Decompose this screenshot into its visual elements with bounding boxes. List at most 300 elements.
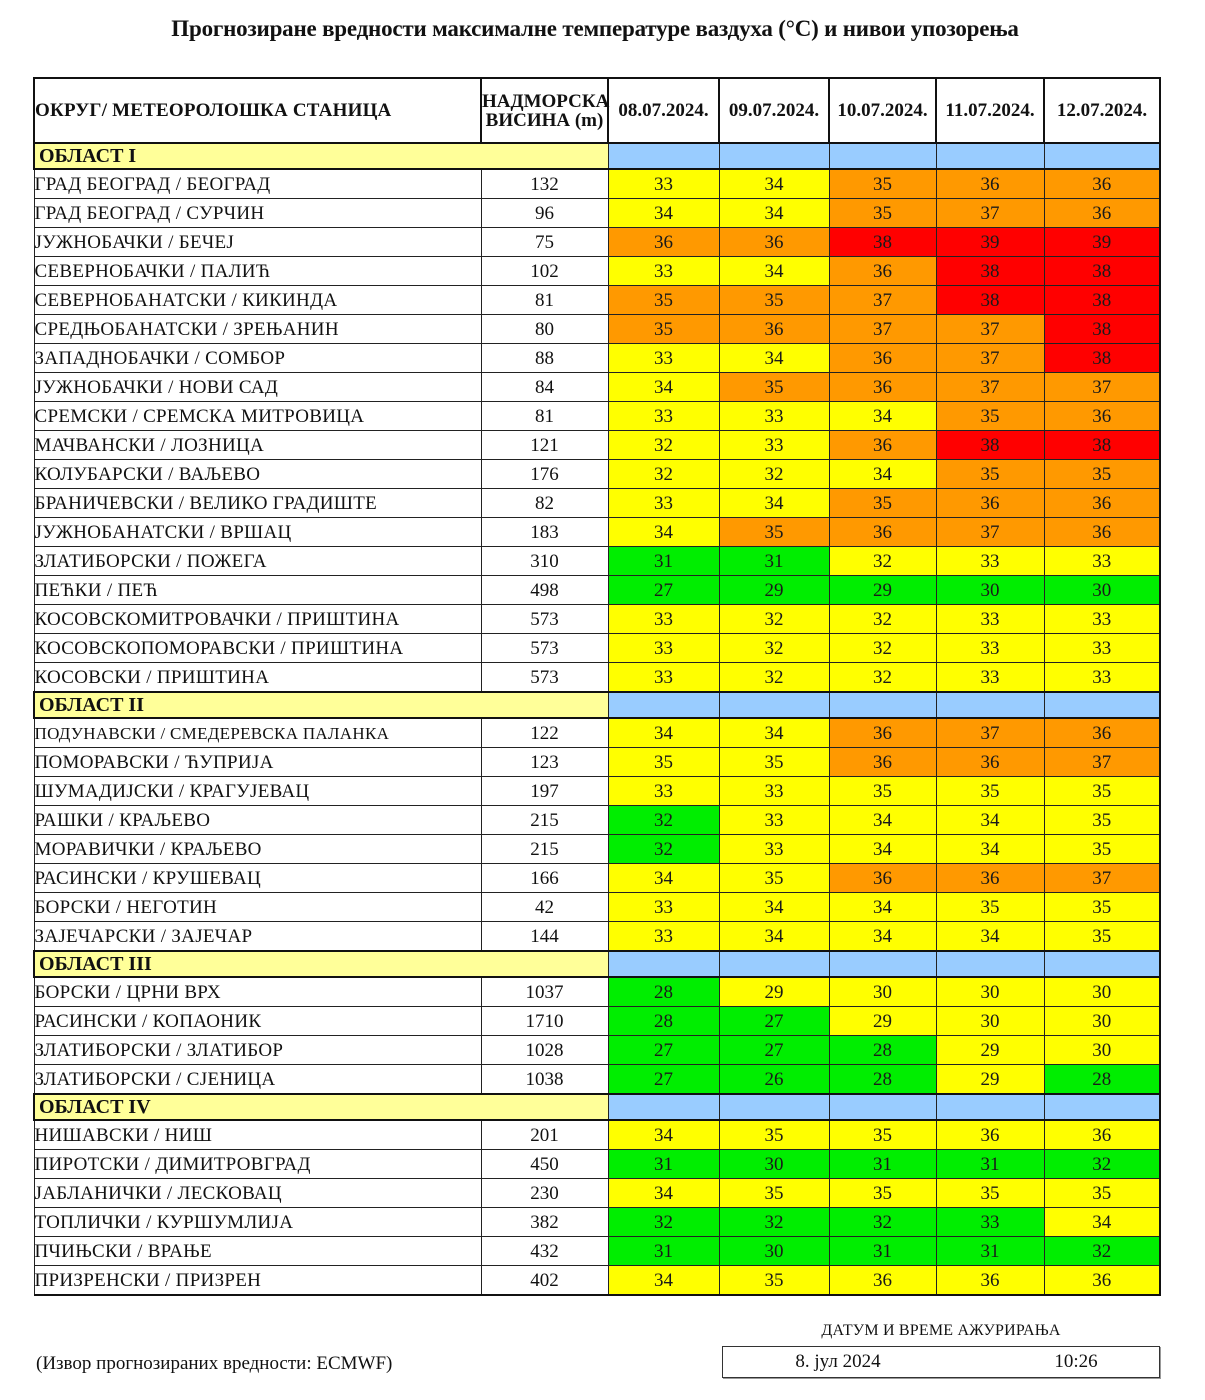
station-altitude: 80 [481, 315, 608, 344]
temperature-cell: 33 [936, 634, 1044, 663]
update-label: ДАТУМ И ВРЕМЕ АЖУРИРАЊА [821, 1322, 1061, 1339]
table-row [34, 1120, 1160, 1150]
temperature-cell: 32 [829, 1208, 936, 1237]
temperature-cell: 30 [719, 1237, 829, 1266]
temperature-cell: 34 [719, 344, 829, 373]
station-altitude: 102 [481, 257, 608, 286]
temperature-cell: 33 [936, 605, 1044, 634]
temperature-cell: 34 [719, 489, 829, 518]
region-spacer-cell [936, 1094, 1044, 1120]
station-altitude: 88 [481, 344, 608, 373]
station-name: КОСОВСКИ / ПРИШТИНА [34, 663, 481, 693]
temperature-cell: 38 [936, 257, 1044, 286]
station-altitude: 1037 [481, 977, 608, 1007]
table-row [34, 315, 1160, 344]
table-row [34, 547, 1160, 576]
table-row [34, 605, 1160, 634]
region-spacer-cell [936, 692, 1044, 718]
temperature-cell: 36 [829, 518, 936, 547]
table-row [34, 489, 1160, 518]
station-name: РАШКИ / КРАЉЕВО [34, 806, 481, 835]
temperature-cell: 32 [608, 431, 719, 460]
temperature-cell: 35 [608, 315, 719, 344]
header-date: 08.07.2024. [608, 78, 719, 143]
temperature-cell: 35 [1044, 806, 1160, 835]
header-date: 12.07.2024. [1044, 78, 1160, 143]
temperature-cell: 34 [608, 1266, 719, 1296]
header-date: 11.07.2024. [936, 78, 1044, 143]
temperature-cell: 37 [1044, 373, 1160, 402]
station-altitude: 75 [481, 228, 608, 257]
region-spacer-cell [936, 951, 1044, 977]
table-row [34, 893, 1160, 922]
temperature-cell: 37 [1044, 748, 1160, 777]
station-altitude: 96 [481, 199, 608, 228]
region-spacer-cell [1044, 951, 1160, 977]
table-header-row [34, 78, 1160, 143]
temperature-cell: 36 [1044, 718, 1160, 748]
temperature-cell: 28 [1044, 1065, 1160, 1095]
temperature-cell: 34 [829, 893, 936, 922]
temperature-cell: 33 [719, 777, 829, 806]
temperature-cell: 33 [719, 835, 829, 864]
region-spacer-cell [719, 1094, 829, 1120]
station-name: ЈУЖНОБАНАТСКИ / ВРШАЦ [34, 518, 481, 547]
station-name: РАСИНСКИ / КОПАОНИК [34, 1007, 481, 1036]
temperature-cell: 38 [829, 228, 936, 257]
temperature-cell: 29 [936, 1065, 1044, 1095]
temperature-cell: 28 [608, 1007, 719, 1036]
table-row [34, 373, 1160, 402]
station-altitude: 82 [481, 489, 608, 518]
temperature-cell: 36 [1044, 199, 1160, 228]
temperature-cell: 38 [1044, 257, 1160, 286]
station-altitude: 176 [481, 460, 608, 489]
temperature-cell: 33 [608, 605, 719, 634]
station-altitude: 166 [481, 864, 608, 893]
temperature-cell: 31 [829, 1237, 936, 1266]
table-row [34, 402, 1160, 431]
region-row [34, 951, 1160, 977]
temperature-cell: 35 [608, 748, 719, 777]
temperature-cell: 27 [608, 576, 719, 605]
station-name: СРЕДЊОБАНАТСКИ / ЗРЕЊАНИН [34, 315, 481, 344]
station-name: ЗЛАТИБОРСКИ / ПОЖЕГА [34, 547, 481, 576]
table-row [34, 518, 1160, 547]
station-altitude: 573 [481, 663, 608, 693]
temperature-cell: 37 [936, 373, 1044, 402]
temperature-cell: 34 [719, 922, 829, 952]
temperature-cell: 32 [829, 663, 936, 693]
station-altitude: 123 [481, 748, 608, 777]
temperature-cell: 33 [608, 344, 719, 373]
header-date: 09.07.2024. [719, 78, 829, 143]
temperature-cell: 34 [829, 806, 936, 835]
temperature-cell: 34 [608, 199, 719, 228]
temperature-cell: 28 [829, 1065, 936, 1095]
temperature-cell: 32 [829, 605, 936, 634]
temperature-cell: 28 [608, 977, 719, 1007]
temperature-cell: 35 [829, 1120, 936, 1150]
region-label: ОБЛАСТ IV [34, 1094, 608, 1120]
temperature-cell: 35 [1044, 835, 1160, 864]
temperature-cell: 33 [1044, 634, 1160, 663]
temperature-cell: 33 [719, 431, 829, 460]
temperature-cell: 34 [608, 864, 719, 893]
temperature-cell: 32 [1044, 1150, 1160, 1179]
temperature-cell: 29 [829, 576, 936, 605]
station-altitude: 450 [481, 1150, 608, 1179]
temperature-cell: 36 [829, 748, 936, 777]
header-date: 10.07.2024. [829, 78, 936, 143]
table-row [34, 286, 1160, 315]
temperature-cell: 35 [936, 460, 1044, 489]
region-row [34, 1094, 1160, 1120]
source-note: (Извор прогнозираних вредности: ECMWF) [36, 1353, 393, 1374]
temperature-cell: 30 [936, 576, 1044, 605]
temperature-cell: 35 [1044, 460, 1160, 489]
temperature-cell: 39 [1044, 228, 1160, 257]
table-row [34, 1179, 1160, 1208]
temperature-cell: 34 [608, 1179, 719, 1208]
station-altitude: 84 [481, 373, 608, 402]
station-name: БОРСКИ / НЕГОТИН [34, 893, 481, 922]
temperature-cell: 34 [829, 402, 936, 431]
temperature-cell: 37 [829, 286, 936, 315]
station-altitude: 432 [481, 1237, 608, 1266]
station-altitude: 230 [481, 1179, 608, 1208]
temperature-cell: 30 [936, 1007, 1044, 1036]
station-altitude: 402 [481, 1266, 608, 1296]
temperature-cell: 34 [719, 199, 829, 228]
temperature-cell: 33 [608, 402, 719, 431]
station-name: ПЕЋКИ / ПЕЋ [34, 576, 481, 605]
temperature-cell: 38 [1044, 315, 1160, 344]
temperature-cell: 33 [608, 489, 719, 518]
table-row [34, 777, 1160, 806]
temperature-cell: 34 [719, 257, 829, 286]
temperature-cell: 35 [829, 1179, 936, 1208]
temperature-cell: 27 [608, 1065, 719, 1095]
temperature-cell: 34 [1044, 1208, 1160, 1237]
page-title: Прогнозиране вредности максималне температуре ваздуха (°C) и нивои упозорења [171, 16, 1019, 41]
table-row [34, 835, 1160, 864]
station-altitude: 215 [481, 835, 608, 864]
temperature-cell: 32 [608, 806, 719, 835]
station-name: ЈУЖНОБАЧКИ / НОВИ САД [34, 373, 481, 402]
region-spacer-cell [829, 951, 936, 977]
temperature-cell: 35 [1044, 777, 1160, 806]
station-altitude: 197 [481, 777, 608, 806]
station-altitude: 183 [481, 518, 608, 547]
table-row [34, 718, 1160, 748]
temperature-cell: 33 [608, 777, 719, 806]
station-name: ЗЛАТИБОРСКИ / СЈЕНИЦА [34, 1065, 481, 1095]
temperature-cell: 35 [719, 864, 829, 893]
station-name: ТОПЛИЧКИ / КУРШУМЛИЈА [34, 1208, 481, 1237]
forecast-table [33, 77, 1161, 1296]
table-row [34, 922, 1160, 952]
temperature-cell: 29 [719, 977, 829, 1007]
temperature-cell: 35 [719, 1120, 829, 1150]
temperature-cell: 36 [829, 257, 936, 286]
station-altitude: 1710 [481, 1007, 608, 1036]
temperature-cell: 33 [608, 893, 719, 922]
temperature-cell: 32 [608, 460, 719, 489]
temperature-cell: 30 [1044, 576, 1160, 605]
station-name: ПОМОРАВСКИ / ЋУПРИЈА [34, 748, 481, 777]
station-name: КОСОВСКОПОМОРАВСКИ / ПРИШТИНА [34, 634, 481, 663]
temperature-cell: 32 [719, 460, 829, 489]
station-altitude: 132 [481, 169, 608, 199]
temperature-cell: 35 [1044, 1179, 1160, 1208]
temperature-cell: 33 [719, 806, 829, 835]
temperature-cell: 27 [719, 1036, 829, 1065]
temperature-cell: 35 [719, 1266, 829, 1296]
temperature-cell: 32 [719, 605, 829, 634]
temperature-cell: 30 [1044, 977, 1160, 1007]
temperature-cell: 33 [608, 169, 719, 199]
station-name: ПОДУНАВСКИ / СМЕДЕРЕВСКА ПАЛАНКА [34, 718, 481, 748]
temperature-cell: 34 [936, 835, 1044, 864]
temperature-cell: 38 [1044, 286, 1160, 315]
temperature-cell: 30 [936, 977, 1044, 1007]
temperature-cell: 36 [1044, 402, 1160, 431]
region-spacer-cell [608, 143, 719, 169]
station-altitude: 215 [481, 806, 608, 835]
temperature-cell: 35 [829, 777, 936, 806]
temperature-cell: 31 [608, 1237, 719, 1266]
region-spacer-cell [829, 692, 936, 718]
station-name: СРЕМСКИ / СРЕМСКА МИТРОВИЦА [34, 402, 481, 431]
temperature-cell: 32 [829, 547, 936, 576]
temperature-cell: 35 [829, 489, 936, 518]
temperature-cell: 35 [719, 748, 829, 777]
temperature-cell: 34 [936, 922, 1044, 952]
station-name: ЗЛАТИБОРСКИ / ЗЛАТИБОР [34, 1036, 481, 1065]
header-altitude-line1: НАДМОРСКА [482, 90, 610, 112]
station-name: МОРАВИЧКИ / КРАЉЕВО [34, 835, 481, 864]
temperature-cell: 33 [1044, 605, 1160, 634]
temperature-cell: 35 [1044, 922, 1160, 952]
temperature-cell: 38 [936, 286, 1044, 315]
table-row [34, 1237, 1160, 1266]
station-name: ЗАЈЕЧАРСКИ / ЗАЈЕЧАР [34, 922, 481, 952]
temperature-cell: 36 [829, 864, 936, 893]
table-row [34, 576, 1160, 605]
temperature-cell: 35 [936, 1179, 1044, 1208]
temperature-cell: 34 [608, 1120, 719, 1150]
table-row [34, 1036, 1160, 1065]
table-row [34, 199, 1160, 228]
update-time: 10:26 [1054, 1351, 1098, 1372]
temperature-cell: 32 [1044, 1237, 1160, 1266]
temperature-cell: 37 [936, 718, 1044, 748]
temperature-cell: 38 [1044, 431, 1160, 460]
region-spacer-cell [829, 143, 936, 169]
temperature-cell: 31 [719, 547, 829, 576]
station-name: БРАНИЧЕВСКИ / ВЕЛИКО ГРАДИШТЕ [34, 489, 481, 518]
temperature-cell: 37 [829, 315, 936, 344]
temperature-cell: 36 [936, 489, 1044, 518]
region-spacer-cell [608, 1094, 719, 1120]
temperature-cell: 32 [829, 634, 936, 663]
station-altitude: 1028 [481, 1036, 608, 1065]
temperature-cell: 35 [829, 199, 936, 228]
table-row [34, 806, 1160, 835]
temperature-cell: 36 [1044, 518, 1160, 547]
temperature-cell: 30 [719, 1150, 829, 1179]
region-label: ОБЛАСТ II [34, 692, 608, 718]
temperature-cell: 34 [936, 806, 1044, 835]
region-spacer-cell [1044, 143, 1160, 169]
region-spacer-cell [719, 692, 829, 718]
temperature-cell: 36 [1044, 489, 1160, 518]
table-row [34, 431, 1160, 460]
temperature-cell: 32 [719, 634, 829, 663]
temperature-cell: 29 [719, 576, 829, 605]
station-altitude: 201 [481, 1120, 608, 1150]
station-name: БОРСКИ / ЦРНИ ВРХ [34, 977, 481, 1007]
temperature-cell: 37 [936, 344, 1044, 373]
table-row [34, 748, 1160, 777]
temperature-cell: 33 [608, 257, 719, 286]
table-row [34, 1065, 1160, 1095]
temperature-cell: 36 [719, 315, 829, 344]
temperature-cell: 35 [936, 777, 1044, 806]
station-name: ГРАД БЕОГРАД / БЕОГРАД [34, 169, 481, 199]
temperature-cell: 31 [829, 1150, 936, 1179]
table-row [34, 1208, 1160, 1237]
temperature-cell: 31 [608, 547, 719, 576]
temperature-cell: 38 [1044, 344, 1160, 373]
update-box [722, 1346, 1160, 1378]
temperature-cell: 33 [608, 922, 719, 952]
temperature-cell: 34 [829, 460, 936, 489]
temperature-cell: 36 [829, 431, 936, 460]
temperature-cell: 36 [829, 1266, 936, 1296]
table-row [34, 228, 1160, 257]
temperature-cell: 33 [1044, 547, 1160, 576]
temperature-cell: 35 [719, 286, 829, 315]
update-date: 8. јул 2024 [795, 1351, 881, 1372]
temperature-cell: 32 [719, 1208, 829, 1237]
station-altitude: 382 [481, 1208, 608, 1237]
temperature-cell: 27 [608, 1036, 719, 1065]
temperature-cell: 36 [936, 1266, 1044, 1296]
temperature-cell: 35 [719, 518, 829, 547]
table-row [34, 1266, 1160, 1296]
station-altitude: 144 [481, 922, 608, 952]
temperature-cell: 30 [1044, 1007, 1160, 1036]
temperature-cell: 37 [936, 518, 1044, 547]
temperature-cell: 35 [719, 1179, 829, 1208]
temperature-cell: 36 [829, 344, 936, 373]
temperature-cell: 30 [1044, 1036, 1160, 1065]
temperature-cell: 33 [936, 547, 1044, 576]
temperature-cell: 36 [829, 373, 936, 402]
station-name: ШУМАДИЈСКИ / КРАГУЈЕВАЦ [34, 777, 481, 806]
temperature-cell: 31 [936, 1237, 1044, 1266]
temperature-cell: 33 [1044, 663, 1160, 693]
region-label: ОБЛАСТ I [34, 143, 608, 169]
temperature-cell: 34 [829, 922, 936, 952]
region-row [34, 692, 1160, 718]
temperature-cell: 34 [608, 518, 719, 547]
temperature-cell: 29 [936, 1036, 1044, 1065]
station-name: РАСИНСКИ / КРУШЕВАЦ [34, 864, 481, 893]
station-altitude: 1038 [481, 1065, 608, 1095]
station-name: ПЧИЊСКИ / ВРАЊЕ [34, 1237, 481, 1266]
temperature-cell: 33 [608, 634, 719, 663]
temperature-cell: 36 [936, 748, 1044, 777]
region-spacer-cell [1044, 1094, 1160, 1120]
station-name: МАЧВАНСКИ / ЛОЗНИЦА [34, 431, 481, 460]
temperature-cell: 26 [719, 1065, 829, 1095]
temperature-cell: 34 [608, 373, 719, 402]
temperature-cell: 34 [719, 169, 829, 199]
station-altitude: 573 [481, 634, 608, 663]
station-altitude: 42 [481, 893, 608, 922]
region-spacer-cell [608, 951, 719, 977]
station-name: ПРИЗРЕНСКИ / ПРИЗРЕН [34, 1266, 481, 1296]
table-row [34, 977, 1160, 1007]
temperature-cell: 33 [936, 663, 1044, 693]
region-spacer-cell [829, 1094, 936, 1120]
header-station: ОКРУГ/ МЕТЕОРОЛОШКА СТАНИЦА [34, 78, 481, 143]
table-row [34, 1150, 1160, 1179]
table-row [34, 1007, 1160, 1036]
temperature-cell: 34 [829, 835, 936, 864]
table-row [34, 344, 1160, 373]
temperature-cell: 36 [608, 228, 719, 257]
region-spacer-cell [719, 951, 829, 977]
station-name: ГРАД БЕОГРАД / СУРЧИН [34, 199, 481, 228]
station-name: СЕВЕРНОБАЧКИ / ПАЛИЋ [34, 257, 481, 286]
temperature-cell: 31 [936, 1150, 1044, 1179]
station-name: КОСОВСКОМИТРОВАЧКИ / ПРИШТИНА [34, 605, 481, 634]
temperature-cell: 39 [936, 228, 1044, 257]
temperature-cell: 37 [936, 315, 1044, 344]
temperature-cell: 38 [936, 431, 1044, 460]
header-altitude [481, 78, 608, 143]
station-altitude: 81 [481, 286, 608, 315]
table-row [34, 864, 1160, 893]
table-row [34, 257, 1160, 286]
temperature-cell: 32 [608, 835, 719, 864]
temperature-cell: 33 [608, 663, 719, 693]
temperature-cell: 35 [608, 286, 719, 315]
temperature-cell: 28 [829, 1036, 936, 1065]
temperature-cell: 37 [1044, 864, 1160, 893]
table-body [34, 143, 1160, 1295]
region-spacer-cell [719, 143, 829, 169]
temperature-cell: 35 [829, 169, 936, 199]
station-altitude: 573 [481, 605, 608, 634]
header-altitude-line2: ВИСИНА (m) [485, 109, 604, 131]
region-label: ОБЛАСТ III [34, 951, 608, 977]
station-name: КОЛУБАРСКИ / ВАЉЕВО [34, 460, 481, 489]
table-row [34, 663, 1160, 693]
temperature-cell: 36 [936, 864, 1044, 893]
temperature-cell: 29 [829, 1007, 936, 1036]
station-name: НИШАВСКИ / НИШ [34, 1120, 481, 1150]
temperature-cell: 36 [829, 718, 936, 748]
temperature-cell: 31 [608, 1150, 719, 1179]
temperature-cell: 27 [719, 1007, 829, 1036]
table-row [34, 460, 1160, 489]
station-altitude: 121 [481, 431, 608, 460]
